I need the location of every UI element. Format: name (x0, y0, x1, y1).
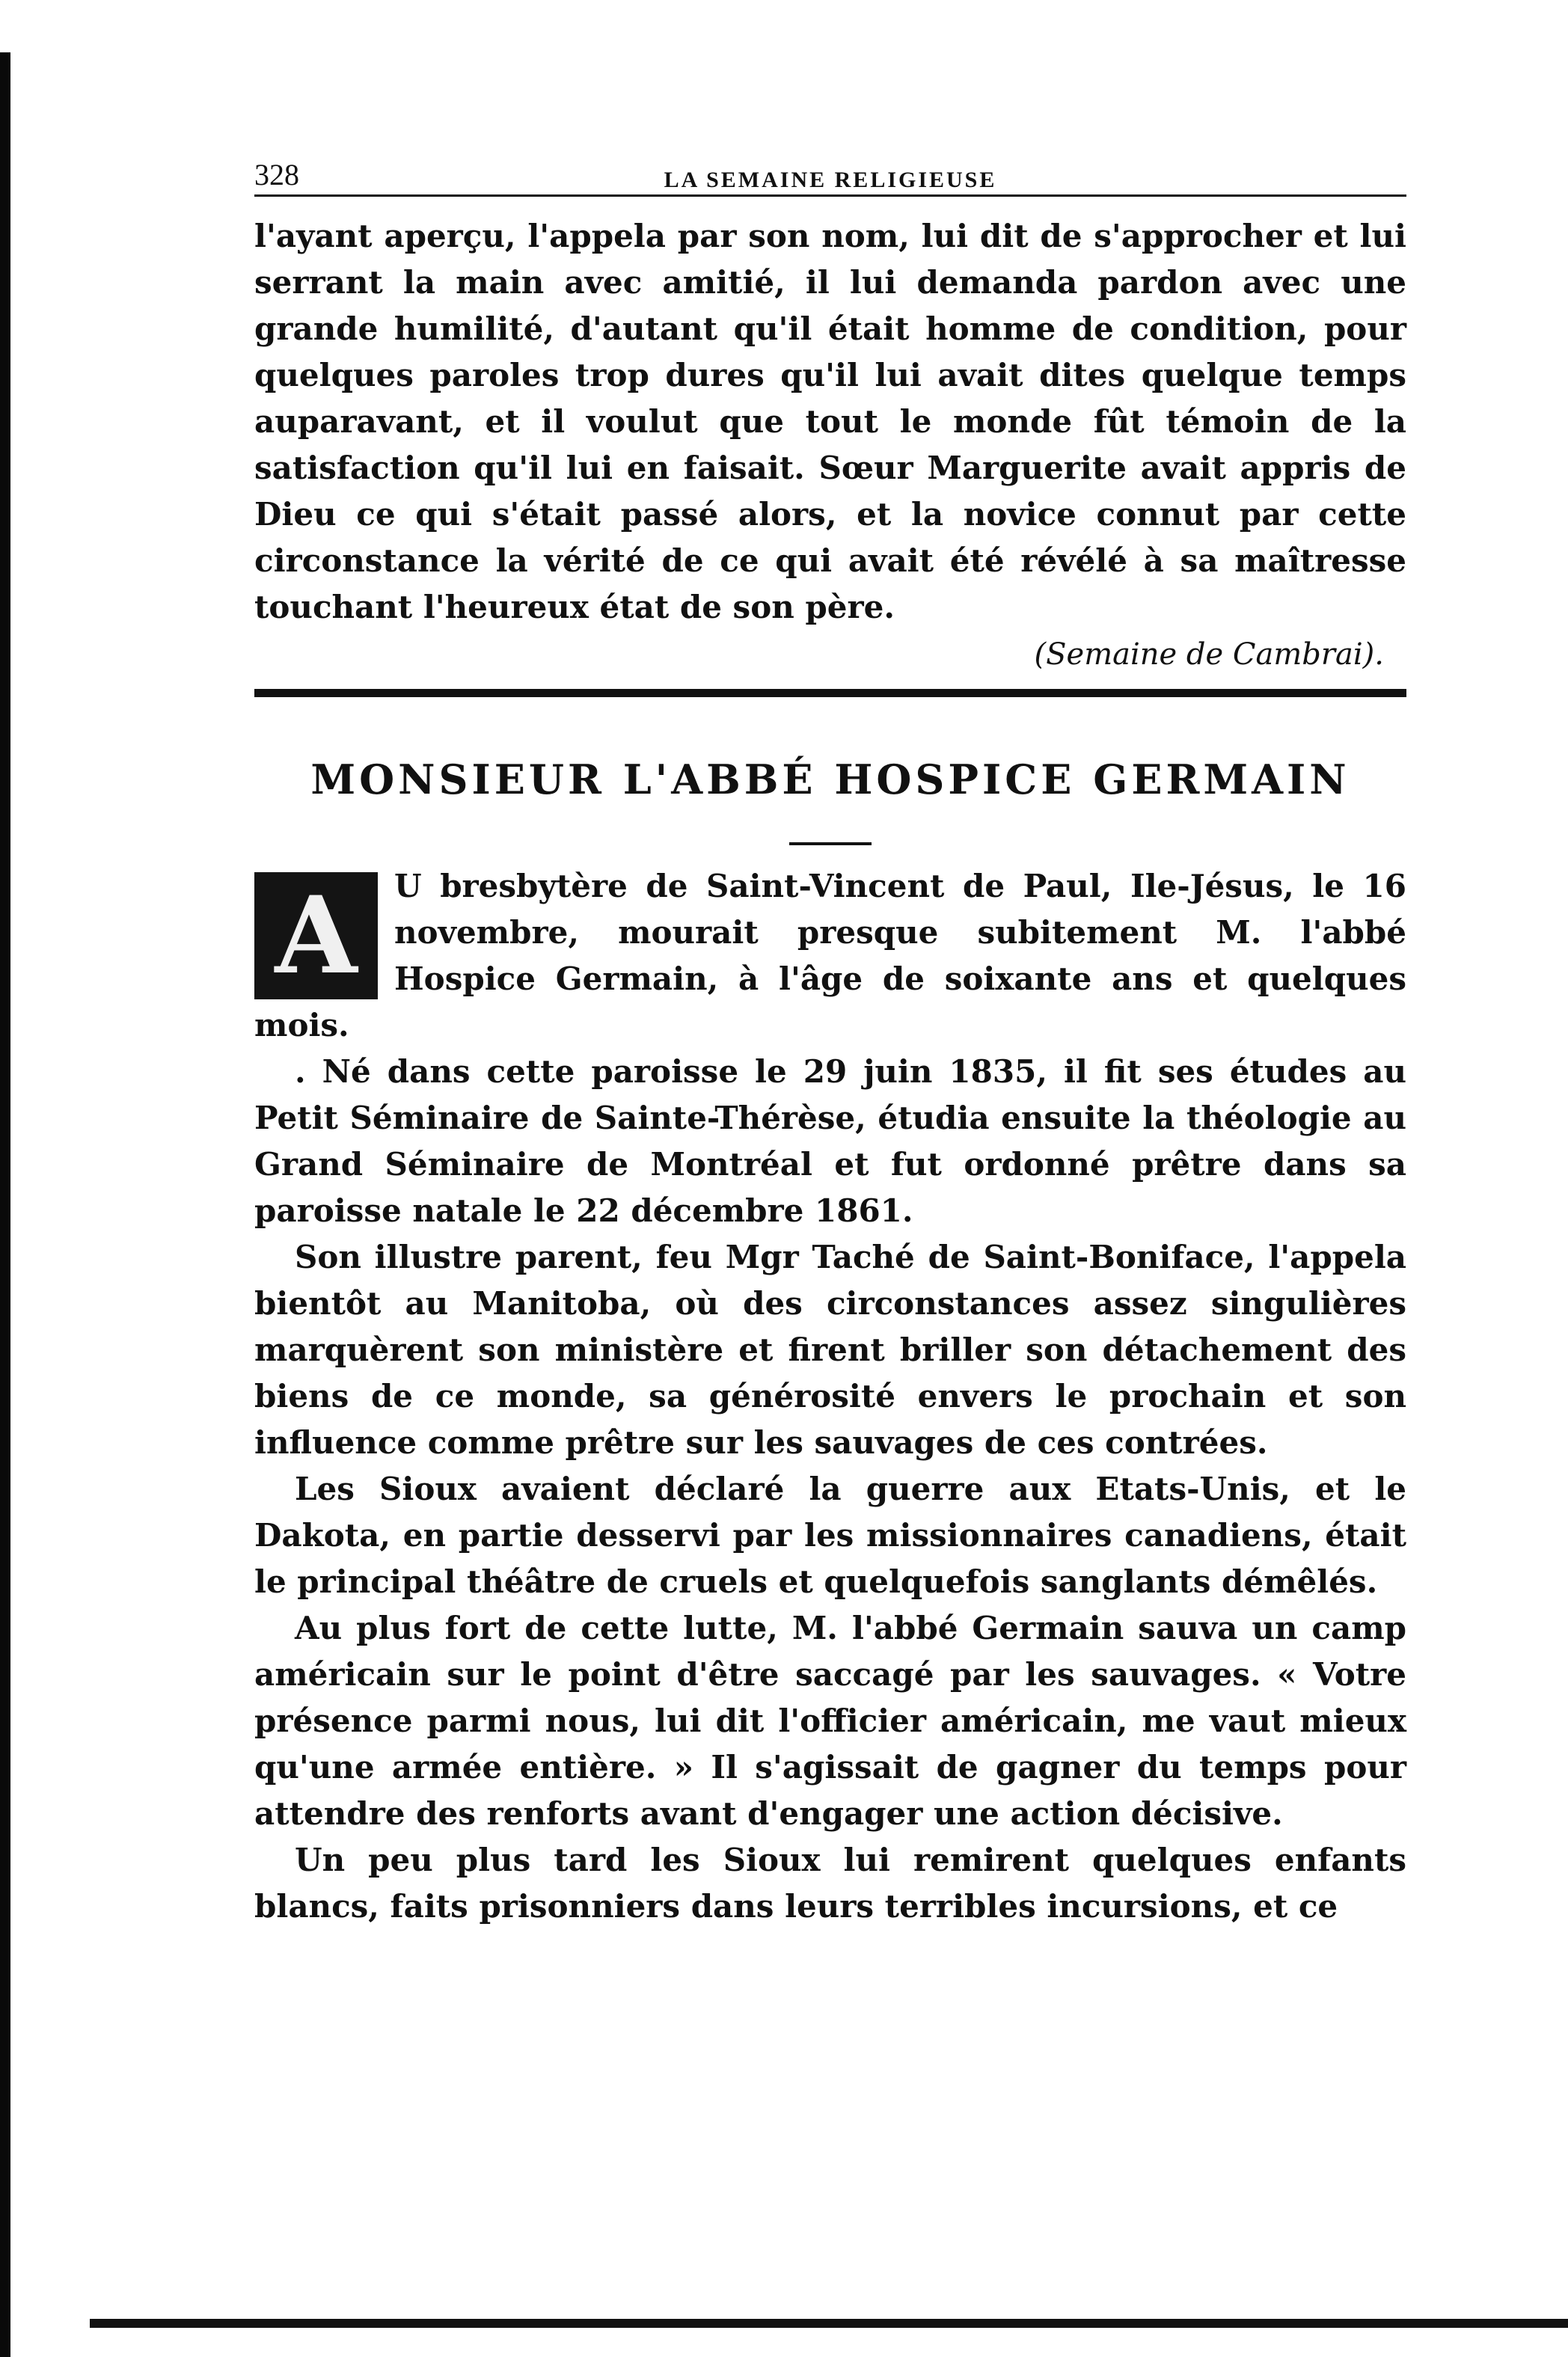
drop-cap (254, 872, 378, 999)
article-paragraph: Son illustre parent, feu Mgr Taché de Saint-Boniface, l'appela bientôt au Manitoba, où des circonstances assez singulières marquèrent son ministère et firent briller son détachement des biens de ce monde, sa générosité envers le prochain et son influence comme prêtre sur les sauvages de ces contrées. (254, 1239, 1406, 1461)
drop-cap-letter: A (275, 874, 358, 998)
article-first-paragraph: U bresbytère de Saint-Vincent de Paul, Ile-Jésus, le 16 novembre, mourait presque subitement M. l'abbé Hospice Germain, à l'âge de soixante ans et quelques mois. (254, 868, 1406, 1043)
page-header (254, 135, 1406, 197)
title-dash (789, 842, 872, 845)
book-page (254, 135, 1406, 1930)
page-number: 328 (254, 158, 299, 191)
scan-bottom-edge (90, 2319, 1568, 2328)
running-title: LA SEMAINE RELIGIEUSE (664, 168, 997, 192)
article-paragraph: Les Sioux avaient déclaré la guerre aux Etats-Unis, et le Dakota, en partie desservi par les missionnaires canadiens, était le principal théâtre de cruels et quelquefois sanglants démêlés. (254, 1471, 1406, 1600)
section-divider (254, 689, 1406, 697)
article-title: MONSIEUR L'ABBÉ HOSPICE GERMAIN (310, 755, 1350, 803)
continued-paragraph: l'ayant aperçu, l'appela par son nom, lui dit de s'approcher et lui serrant la main avec amitié, il lui demanda pardon avec une grande humilité, d'autant qu'il était homme de condition, pour quelques paroles trop dures qu'il lui avait dites quelque temps auparavant, et il voulut que tout le monde fût témoin de la satisfaction qu'il lui en faisait. Sœur Marguerite avait appris de Dieu ce qui s'était passé alors, et la novice connut par cette circonstance la vérité de ce qui avait été révélé à sa maîtresse touchant l'heureux état de son père. (254, 218, 1406, 625)
article-paragraph: Au plus fort de cette lutte, M. l'abbé Germain sauva un camp américain sur le point d'être saccagé par les sauvages. « Votre présence parmi nous, lui dit l'officier américain, me vaut mieux qu'une armée entière. » Il s'agissait de gagner du temps pour attendre des renforts avant d'engager une action décisive. (254, 1610, 1406, 1832)
scan-left-edge (0, 52, 10, 2357)
article-paragraph: Un peu plus tard les Sioux lui remirent quelques enfants blancs, faits prisonniers dans leurs terribles incursions, et ce (254, 1842, 1406, 1925)
source-citation: (Semaine de Cambrai). (1034, 637, 1384, 672)
continued-text (254, 213, 1406, 675)
article-paragraph: . Né dans cette paroisse le 29 juin 1835, il fit ses études au Petit Séminaire de Sainte-Thérèse, étudia ensuite la théologie au Grand Séminaire de Montréal et fut ordonné prêtre dans sa paroisse natale le 22 décembre 1861. (254, 1053, 1406, 1229)
article-body (254, 863, 1406, 1930)
